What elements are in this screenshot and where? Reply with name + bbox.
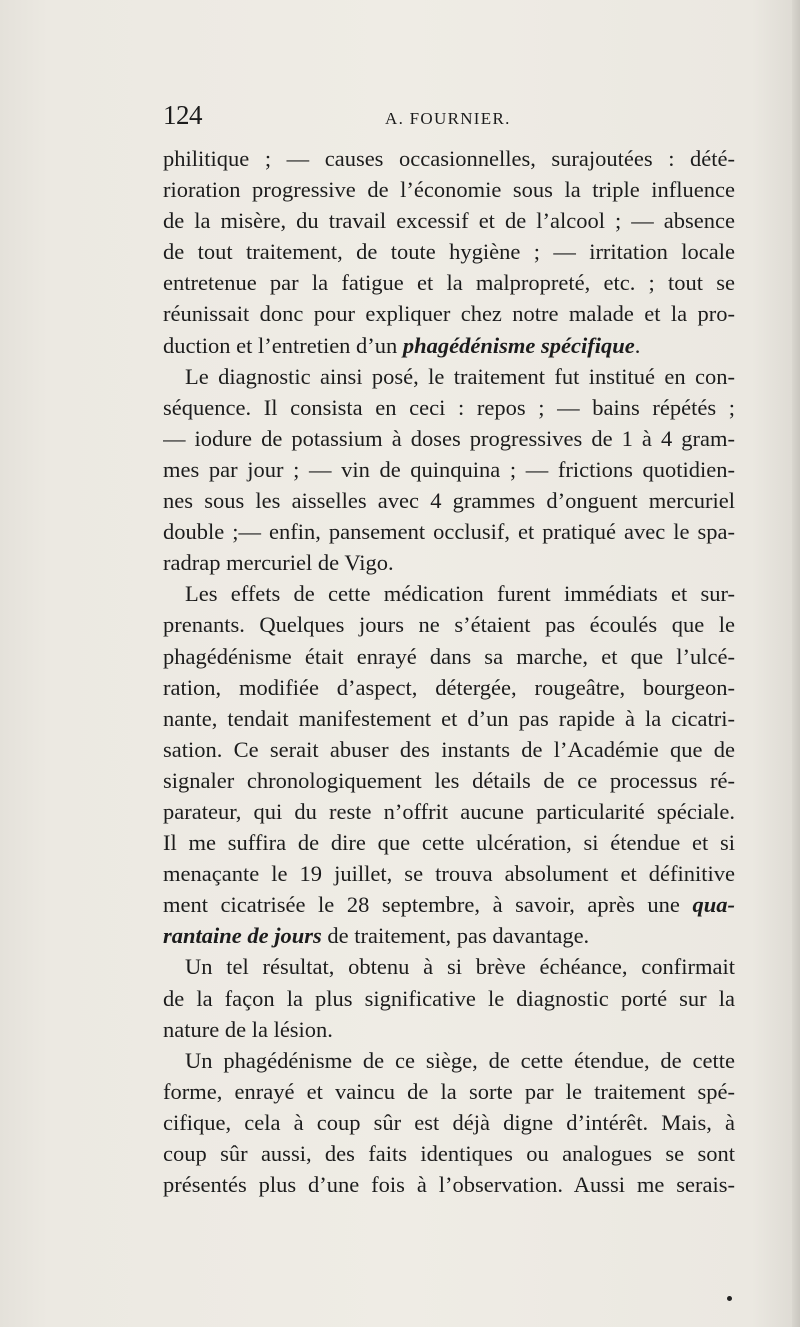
- text-line: [163, 1045, 735, 1076]
- text-line: [163, 827, 735, 858]
- text-line: [163, 516, 735, 547]
- text-segment: coup sûr aussi, des faits identiques ou analogues se sont: [163, 1141, 735, 1166]
- text-line: [163, 920, 735, 951]
- text-line: [163, 423, 735, 454]
- text-line: [163, 734, 735, 765]
- text-segment: de tout traitement, de toute hygiène ; — irritation locale: [163, 239, 735, 265]
- text-segment: de la façon la plus significative le diagnostic porté sur la: [163, 985, 735, 1011]
- text-segment: réunissait donc pour expliquer chez notre malade et la pro-: [163, 301, 735, 327]
- text-line: [163, 703, 735, 734]
- text-segment: .: [634, 332, 641, 358]
- text-segment: menaçante le 19 juillet, se trouva absolument et définitive: [163, 861, 735, 887]
- page-edge-shadow: [792, 0, 800, 1327]
- text-segment: nante, tendait manifestement et d’un pas rapide à la cicatri-: [163, 705, 735, 731]
- text-segment: prenants. Quelques jours ne s’étaient pas écoulés que le: [163, 612, 735, 638]
- text-segment: Le diagnostic ainsi posé, le traitement fut institué en con-: [185, 363, 735, 389]
- text-segment: de traitement, pas davantage.: [321, 923, 590, 949]
- text-segment: sation. Ce serait abuser des instants de l’Académie que de: [163, 736, 735, 762]
- italic-text: qua-: [692, 892, 735, 918]
- text-segment: ment cicatrisée le 28 septembre, à savoir, après une: [163, 892, 693, 918]
- text-line: [163, 174, 735, 205]
- text-segment: présentés plus d’une fois à l’observation. Aussi me serais-: [163, 1172, 735, 1198]
- text-line: [163, 609, 735, 640]
- text-segment: radrap mercuriel de Vigo.: [163, 550, 394, 576]
- text-line: [163, 578, 735, 609]
- text-line: [163, 765, 735, 796]
- text-segment: forme, enrayé et vaincu de la sorte par le traitement spé-: [163, 1078, 735, 1104]
- text-line: [163, 330, 735, 361]
- text-segment: nature de la lésion.: [163, 1016, 333, 1042]
- text-line: [163, 392, 735, 423]
- text-line: [163, 143, 735, 174]
- text-segment: séquence. Il consista en ceci : repos ; — bains répétés ;: [163, 394, 735, 420]
- page-header: [163, 100, 743, 134]
- running-head: A. FOURNIER.: [385, 109, 511, 128]
- text-segment: Un phagédénisme de ce siège, de cette étendue, de cette: [185, 1047, 735, 1073]
- text-line: [163, 236, 735, 267]
- text-segment: Un tel résultat, obtenu à si brève échéance, confirmait: [185, 954, 735, 980]
- text-segment: double ;— enfin, pansement occlusif, et pratiqué avec le spa-: [163, 519, 735, 545]
- text-line: [163, 1169, 735, 1200]
- text-segment: rioration progressive de l’économie sous la triple influence: [163, 177, 735, 203]
- text-line: [163, 641, 735, 672]
- text-segment: duction et l’entretien d’un: [163, 332, 403, 358]
- text-segment: ration, modifiée d’aspect, détergée, rougeâtre, bourgeon-: [163, 674, 735, 700]
- text-line: [163, 205, 735, 236]
- body-text: [163, 143, 735, 1200]
- page-number: 124: [163, 100, 202, 130]
- text-segment: Les effets de cette médication furent immédiats et sur-: [185, 581, 735, 607]
- text-line: [163, 1014, 735, 1045]
- text-segment: — iodure de potassium à doses progressives de 1 à 4 gram-: [163, 425, 735, 451]
- text-line: [163, 889, 735, 920]
- text-segment: philitique ; — causes occasionnelles, surajoutées : dété-: [163, 146, 735, 171]
- text-segment: mes par jour ; — vin de quinquina ; — frictions quotidien-: [163, 456, 735, 482]
- text-line: [163, 796, 735, 827]
- text-line: [163, 454, 735, 485]
- text-segment: nes sous les aisselles avec 4 grammes d’onguent mercuriel: [163, 488, 735, 514]
- italic-text: phagédénisme spécifique: [402, 332, 635, 358]
- text-line: [163, 1107, 735, 1138]
- text-line: [163, 1076, 735, 1107]
- text-line: [163, 298, 735, 329]
- text-line: [163, 547, 735, 578]
- text-line: [163, 951, 735, 982]
- text-segment: de la misère, du travail excessif et de l’alcool ; — absence: [163, 208, 735, 234]
- text-segment: Il me suffira de dire que cette ulcération, si étendue et si: [163, 830, 735, 856]
- text-segment: signaler chronologiquement les détails de ce processus ré-: [163, 767, 735, 793]
- text-line: [163, 361, 735, 392]
- text-line: [163, 1138, 735, 1169]
- text-segment: phagédénisme était enrayé dans sa marche, et que l’ulcé-: [163, 643, 735, 669]
- ink-speck: [727, 1296, 732, 1301]
- text-segment: entretenue par la fatigue et la malpropreté, etc. ; tout se: [163, 270, 735, 296]
- italic-text: rantaine de jours: [163, 923, 322, 949]
- text-line: [163, 983, 735, 1014]
- text-line: [163, 672, 735, 703]
- text-line: [163, 485, 735, 516]
- text-segment: parateur, qui du reste n’offrit aucune particularité spéciale.: [163, 798, 735, 824]
- text-segment: cifique, cela à coup sûr est déjà digne d’intérêt. Mais, à: [163, 1109, 735, 1135]
- text-line: [163, 267, 735, 298]
- text-line: [163, 858, 735, 889]
